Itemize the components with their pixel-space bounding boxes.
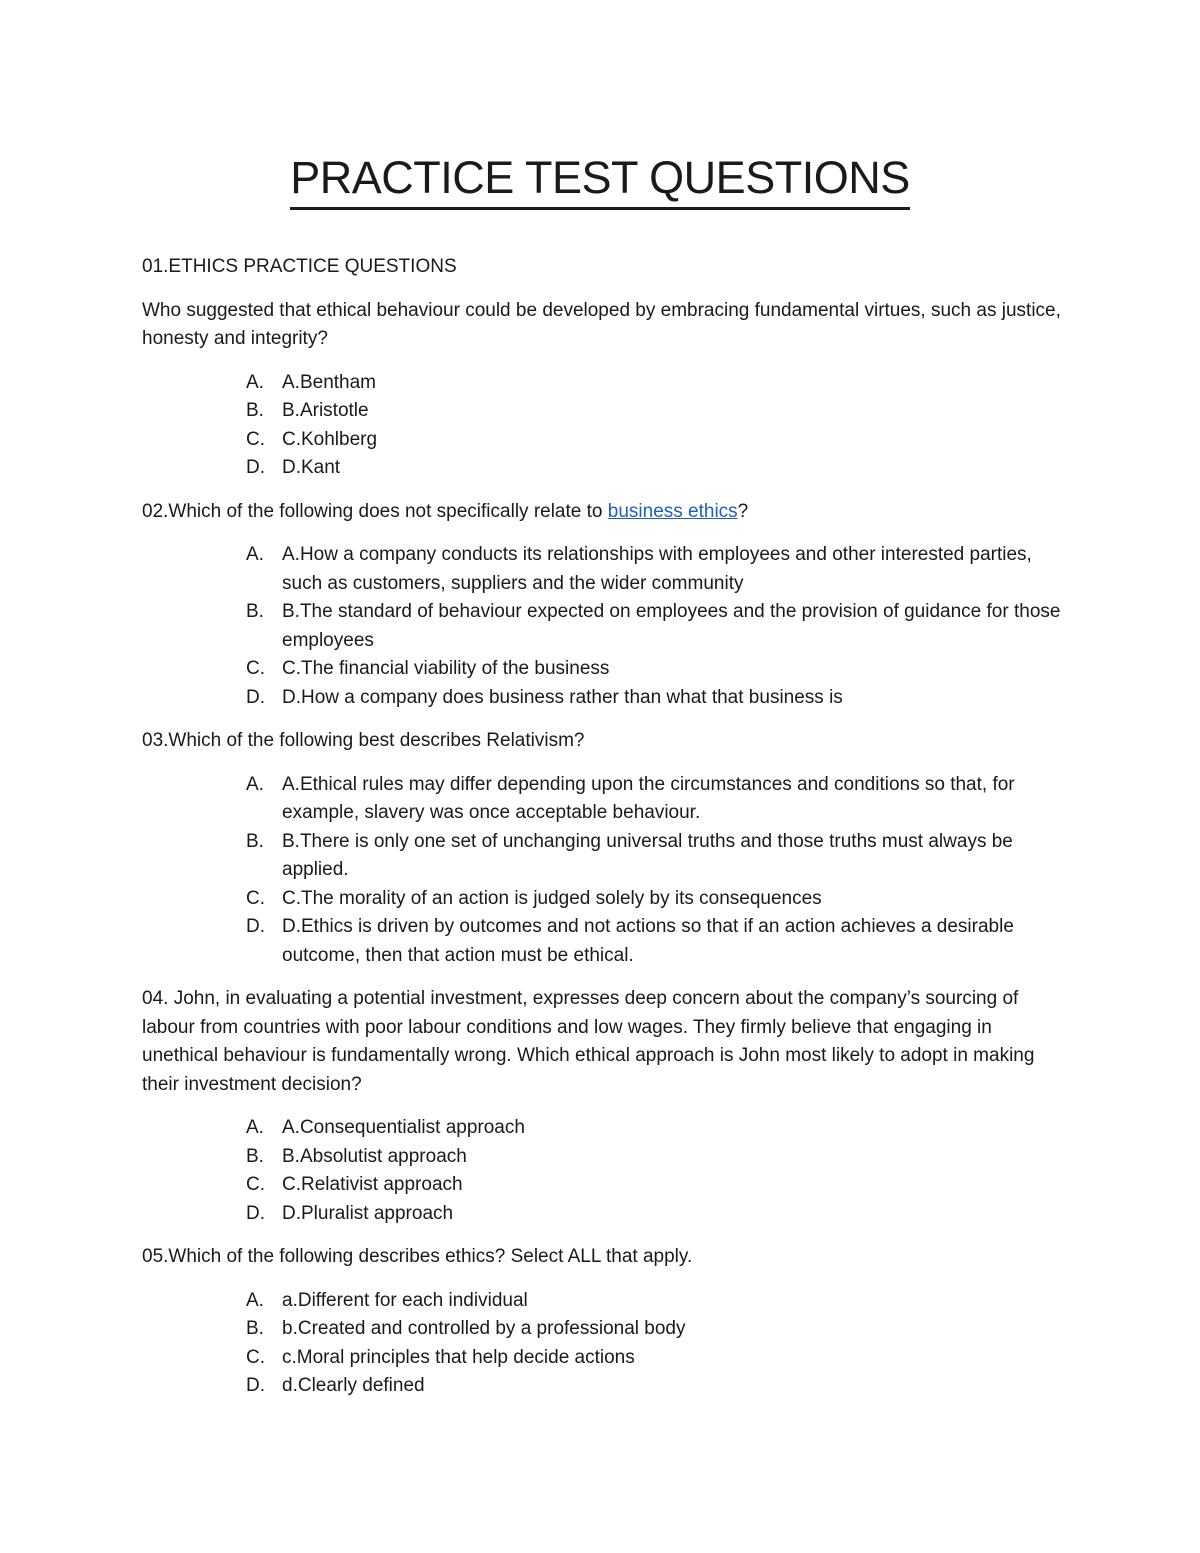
option-letter: A. xyxy=(246,1117,264,1138)
question-4-text: 04. John, in evaluating a potential investment, expresses deep concern about the company’s sourcing of labour from countries with poor labour conditions and low wages. They firmly believe that engaging in unethical behaviour is fundamentally wrong. Which ethical approach is John most likely to adopt in making their investment decision? xyxy=(142,988,1035,1095)
question-2-text-start: 02.Which of the following does not specifically relate to xyxy=(142,500,608,522)
option-letter: A. xyxy=(246,1289,264,1311)
option-letter: C. xyxy=(246,658,265,679)
option-letter: C. xyxy=(246,887,265,909)
question-3-options xyxy=(142,771,1062,971)
option-letter: A. xyxy=(246,544,264,565)
document-title xyxy=(0,150,1200,210)
option-text: A.Bentham xyxy=(282,371,376,393)
question-1-text: Who suggested that ethical behaviour could be developed by embracing fundamental virtues, such as justice, honesty and integrity? xyxy=(142,299,1061,349)
question-1-option-d xyxy=(142,454,1062,483)
question-3-option-d xyxy=(142,913,1062,970)
question-2-option-a xyxy=(142,541,1062,598)
option-text: D.Pluralist approach xyxy=(282,1202,454,1224)
question-4-option-b xyxy=(142,1143,1062,1172)
option-letter: B. xyxy=(246,1145,264,1167)
option-letter: C. xyxy=(246,1346,265,1368)
question-3-option-c xyxy=(142,885,1062,914)
document-title-text: PRACTICE TEST QUESTIONS xyxy=(290,150,909,210)
question-3-text: 03.Which of the following best describes Relativism? xyxy=(142,730,585,751)
option-text: b.Created and controlled by a professional body xyxy=(282,1318,686,1339)
option-text: C.The morality of an action is judged solely by its consequences xyxy=(282,887,822,909)
option-letter: D. xyxy=(246,916,265,937)
question-5-option-d xyxy=(142,1372,1062,1401)
question-5-text: 05.Which of the following describes ethics? Select ALL that apply. xyxy=(142,1246,693,1267)
option-letter: B. xyxy=(246,400,264,421)
question-4-options xyxy=(142,1114,1062,1228)
document-body xyxy=(142,253,1062,1416)
section-heading: 01.ETHICS PRACTICE QUESTIONS xyxy=(142,256,457,277)
option-text: B.Absolutist approach xyxy=(282,1145,467,1167)
question-1-options xyxy=(142,369,1062,483)
question-3-option-a xyxy=(142,771,1062,828)
question-2-text xyxy=(142,498,1062,527)
option-text: B.Aristotle xyxy=(282,400,369,421)
option-text: C.Kohlberg xyxy=(282,428,378,450)
question-4-option-d xyxy=(142,1200,1062,1229)
option-letter: B. xyxy=(246,601,264,622)
question-4-option-c xyxy=(142,1171,1062,1200)
option-letter: C. xyxy=(246,428,265,450)
option-text: A.Consequentialist approach xyxy=(282,1117,525,1138)
question-4-option-a xyxy=(142,1114,1062,1143)
question-2-option-c xyxy=(142,655,1062,684)
option-text: C.The financial viability of the business xyxy=(282,658,610,679)
question-1-option-a xyxy=(142,369,1062,398)
question-2-text-end: ? xyxy=(737,500,749,522)
option-text: A.Ethical rules may differ depending upon the circumstances and conditions so that, for example, slavery was once acceptable behaviour. xyxy=(282,773,1015,823)
option-text: c.Moral principles that help decide actions xyxy=(282,1346,635,1368)
option-letter: B. xyxy=(246,1318,264,1339)
option-letter: D. xyxy=(246,457,265,478)
question-2-options xyxy=(142,541,1062,712)
option-text: a.Different for each individual xyxy=(282,1289,528,1311)
option-text: D.Ethics is driven by outcomes and not actions so that if an action achieves a desirable outcome, then that action must be ethical. xyxy=(282,916,1014,966)
question-2-option-d xyxy=(142,684,1062,713)
question-3-option-b xyxy=(142,828,1062,885)
question-1-option-b xyxy=(142,397,1062,426)
option-text: D.Kant xyxy=(282,457,341,478)
question-2-option-b xyxy=(142,598,1062,655)
option-letter: A. xyxy=(246,773,264,795)
option-letter: D. xyxy=(246,686,265,708)
question-5-option-a xyxy=(142,1287,1062,1316)
business-ethics-link[interactable]: business ethics xyxy=(607,500,738,522)
option-text: C.Relativist approach xyxy=(282,1174,463,1195)
option-letter: D. xyxy=(246,1375,265,1396)
question-5-option-b xyxy=(142,1315,1062,1344)
option-letter: C. xyxy=(246,1174,265,1195)
option-text: B.The standard of behaviour expected on employees and the provision of guidance for those employees xyxy=(282,601,1061,651)
question-5-options xyxy=(142,1287,1062,1401)
question-5-option-c xyxy=(142,1344,1062,1373)
option-text: B.There is only one set of unchanging universal truths and those truths must always be applied. xyxy=(282,830,1013,880)
question-1-option-c xyxy=(142,426,1062,455)
option-text: A.How a company conducts its relationships with employees and other interested parties, such as customers, suppliers and the wider community xyxy=(282,544,1032,594)
option-text: D.How a company does business rather than what that business is xyxy=(282,686,843,708)
option-letter: A. xyxy=(246,371,264,393)
option-letter: D. xyxy=(246,1202,265,1224)
option-letter: B. xyxy=(246,830,264,852)
option-text: d.Clearly defined xyxy=(282,1375,425,1396)
